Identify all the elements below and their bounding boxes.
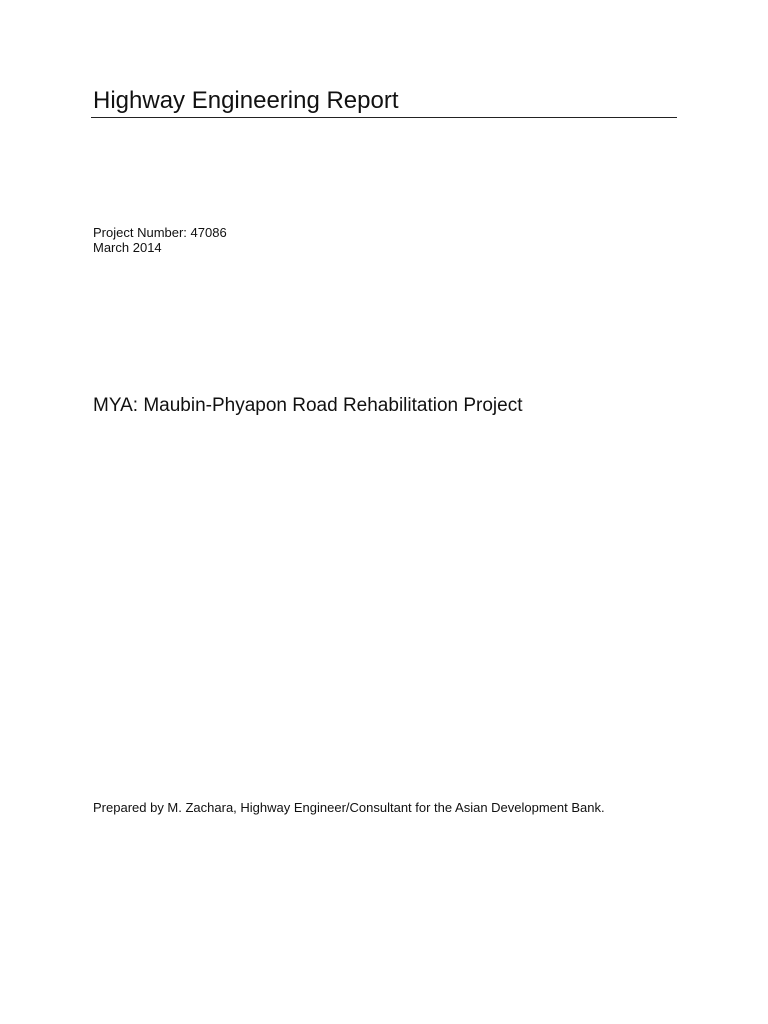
report-date: March 2014 bbox=[93, 240, 162, 255]
title-underline-divider bbox=[91, 117, 677, 118]
project-title: MYA: Maubin-Phyapon Road Rehabilitation Project bbox=[93, 395, 523, 416]
report-title: Highway Engineering Report bbox=[93, 87, 399, 114]
prepared-by-statement: Prepared by M. Zachara, Highway Engineer/Consultant for the Asian Development Bank. bbox=[93, 800, 605, 815]
project-meta bbox=[93, 225, 227, 255]
project-number: Project Number: 47086 bbox=[93, 225, 227, 240]
